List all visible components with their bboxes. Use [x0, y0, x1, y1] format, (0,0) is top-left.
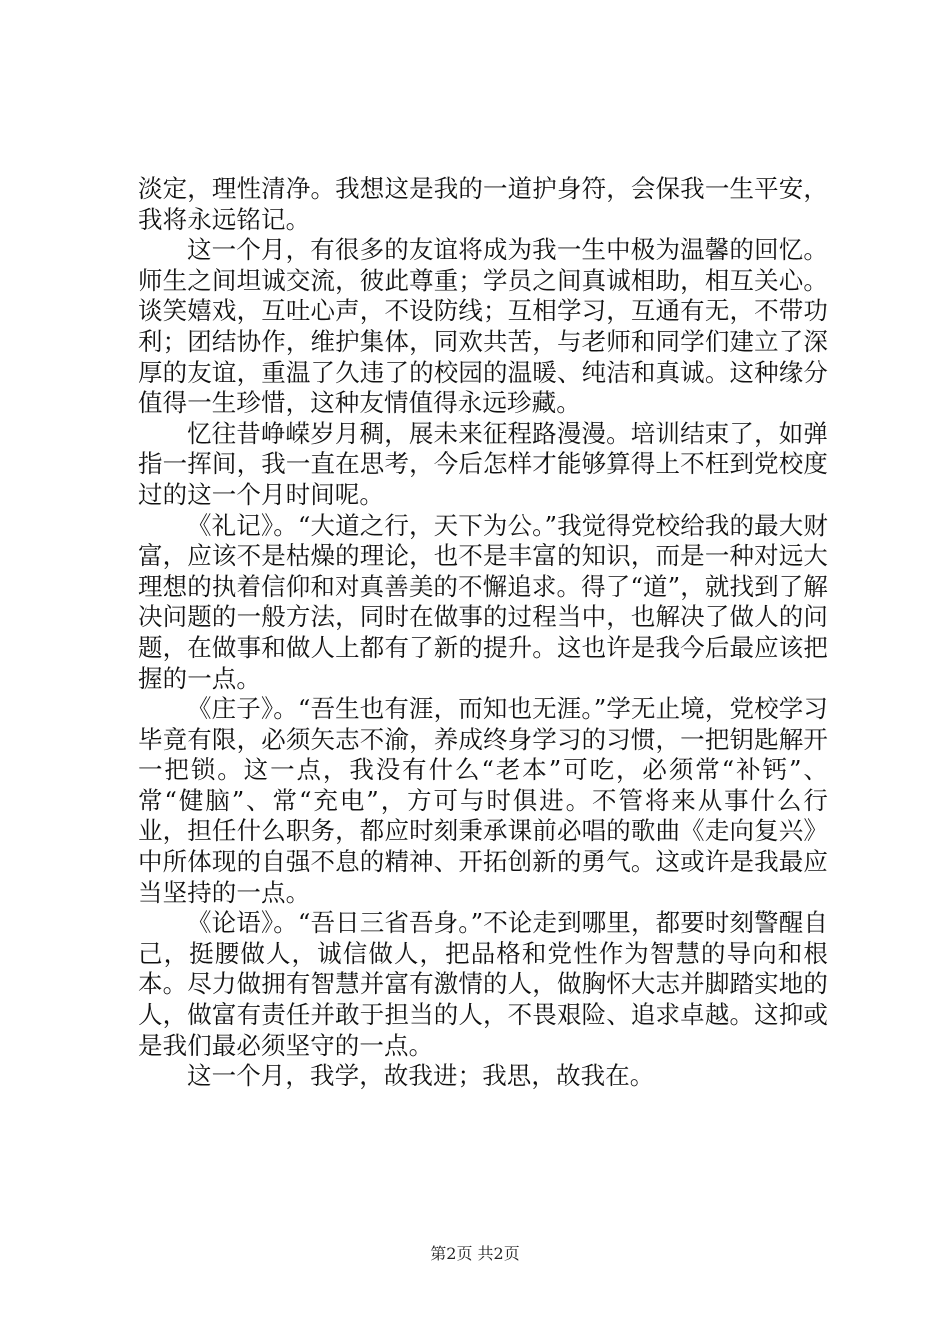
- paragraph-reflection: 忆往昔峥嵘岁月稠，展未来征程路漫漫。培训结束了，如弹指一挥间，我一直在思考，今后怎样才能够算得上不枉到党校度过的这一个月时间呢。: [138, 418, 828, 509]
- paragraph-lunyu: 《论语》。“吾日三省吾身。”不论走到哪里，都要时刻警醒自己，挺腰做人，诚信做人，把品格和党性作为智慧的导向和根本。尽力做拥有智慧并富有激情的人，做胸怀大志并脚踏实地的人，做富有责任并敢于担当的人，不畏艰险、追求卓越。这抑或是我们最必须坚守的一点。: [138, 908, 828, 1060]
- paragraph-continuation: 淡定，理性清净。我想这是我的一道护身符，会保我一生平安，我将永远铭记。: [138, 174, 828, 234]
- paragraph-zhuangzi: 《庄子》。“吾生也有涯，而知也无涯。”学无止境，党校学习毕竟有限，必须矢志不渝，养成终身学习的习惯，一把钥匙解开一把锁。这一点，我没有什么“老本”可吃，必须常“补钙”、常“健脑”、常“充电”，方可与时俱进。不管将来从事什么行业，担任什么职务，都应时刻秉承课前必唱的歌曲《走向复兴》中所体现的自强不息的精神、开拓创新的勇气。这或许是我最应当坚持的一点。: [138, 694, 828, 907]
- page-footer: 第2页 共2页: [430, 1244, 520, 1263]
- paragraph-closing: 这一个月，我学，故我进；我思，故我在。: [187, 1061, 655, 1091]
- document-body: [138, 174, 828, 1092]
- paragraph-liji: 《礼记》。“大道之行，天下为公。”我觉得党校给我的最大财富，应该不是枯燥的理论，也不是丰富的知识，而是一种对远大理想的执着信仰和对真善美的不懈追求。得了“道”，就找到了解决问题的一般方法，同时在做事的过程当中，也解决了做人的问题，在做事和做人上都有了新的提升。这也许是我今后最应该把握的一点。: [138, 510, 828, 693]
- paragraph-friendship: 这一个月，有很多的友谊将成为我一生中极为温馨的回忆。师生之间坦诚交流，彼此尊重；学员之间真诚相助，相互关心。谈笑嬉戏，互吐心声，不设防线；互相学习，互通有无，不带功利；团结协作，维护集体，同欢共苦，与老师和同学们建立了深厚的友谊，重温了久违了的校园的温暖、纯洁和真诚。这种缘分值得一生珍惜，这种友情值得永远珍藏。: [138, 235, 828, 418]
